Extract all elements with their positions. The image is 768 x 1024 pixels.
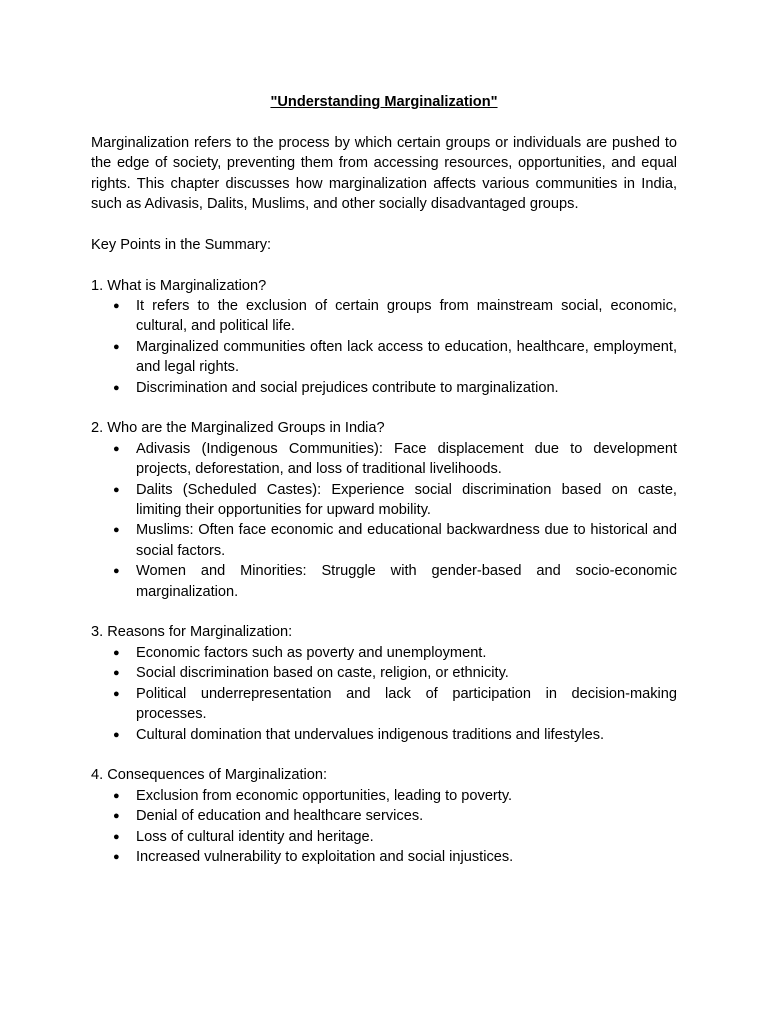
list-item-text: Discrimination and social prejudices contribute to marginalization. [136, 379, 559, 396]
bullet-icon: ● [113, 565, 120, 578]
list-item [91, 827, 677, 847]
bullet-icon: ● [113, 300, 120, 313]
bullet-icon: ● [113, 381, 120, 394]
list-item-text: Cultural domination that undervalues indigenous traditions and lifestyles. [136, 726, 605, 743]
section-heading: 4. Consequences of Marginalization: [91, 767, 328, 784]
bullet-icon: ● [113, 830, 120, 843]
list-item-text: Social discrimination based on caste, religion, or ethnicity. [136, 665, 509, 682]
sections-container [91, 276, 677, 868]
list-item [91, 684, 677, 725]
intro-paragraph: Marginalization refers to the process by which certain groups or individuals are pushed to the edge of society, preventing them from accessing resources, opportunities, and equal rights. This chapter discusses how marginalization affects various communities in India, such as Adivasis, Dalits, Muslims, and other socially disadvantaged groups. [91, 134, 677, 213]
section-heading: 2. Who are the Marginalized Groups in India? [91, 420, 385, 437]
bullet-icon: ● [113, 850, 120, 863]
bullet-icon: ● [113, 728, 120, 741]
document-page [91, 92, 677, 888]
list-item [91, 378, 677, 398]
list-item [91, 725, 677, 745]
bullet-icon: ● [113, 789, 120, 802]
list-item [91, 663, 677, 683]
bullet-icon: ● [113, 646, 120, 659]
list-item [91, 296, 677, 337]
list-item-text: Dalits (Scheduled Castes): Experience social discrimination based on caste, limiting their opportunities for upward mobility. [136, 481, 677, 519]
bullet-icon: ● [113, 483, 120, 496]
list-item-text: Denial of education and healthcare services. [136, 808, 424, 825]
list-item-text: Economic factors such as poverty and unemployment. [136, 644, 487, 661]
list-item [91, 480, 677, 521]
bullet-icon: ● [113, 687, 120, 700]
list-item-text: Political underrepresentation and lack of participation in decision-making processes. [136, 685, 677, 723]
bullet-list [91, 786, 677, 868]
list-item [91, 337, 677, 378]
list-item-text: Exclusion from economic opportunities, leading to poverty. [136, 787, 513, 804]
section-1 [91, 276, 677, 398]
list-item-text: Loss of cultural identity and heritage. [136, 828, 374, 845]
list-item-text: Marginalized communities often lack access to education, healthcare, employment, and legal rights. [136, 338, 677, 376]
list-item-text: It refers to the exclusion of certain groups from mainstream social, economic, cultural, and political life. [136, 298, 677, 335]
section-heading: 1. What is Marginalization? [91, 277, 267, 294]
list-item [91, 806, 677, 826]
bullet-list [91, 439, 677, 602]
bullet-list [91, 296, 677, 398]
list-item-text: Increased vulnerability to exploitation and social injustices. [136, 848, 514, 865]
bullet-icon: ● [113, 810, 120, 823]
section-4 [91, 765, 677, 867]
bullet-icon: ● [113, 340, 120, 353]
list-item-text: Muslims: Often face economic and educational backwardness due to historical and social factors. [136, 522, 677, 559]
list-item-text: Women and Minorities: Struggle with gender-based and socio-economic marginalization. [136, 563, 677, 600]
list-item [91, 786, 677, 806]
list-item [91, 439, 677, 480]
list-item-text: Adivasis (Indigenous Communities): Face displacement due to development projects, deforestation, and loss of traditional livelihoods. [136, 440, 677, 478]
bullet-list [91, 643, 677, 745]
key-points-label: Key Points in the Summary: [91, 236, 272, 253]
list-item [91, 520, 677, 561]
section-2 [91, 418, 677, 602]
list-item [91, 847, 677, 867]
list-item [91, 561, 677, 602]
list-item [91, 643, 677, 663]
bullet-icon: ● [113, 524, 120, 537]
section-3 [91, 622, 677, 744]
section-heading: 3. Reasons for Marginalization: [91, 624, 293, 641]
document-title: "Understanding Marginalization" [270, 94, 498, 110]
bullet-icon: ● [113, 442, 120, 455]
bullet-icon: ● [113, 667, 120, 680]
